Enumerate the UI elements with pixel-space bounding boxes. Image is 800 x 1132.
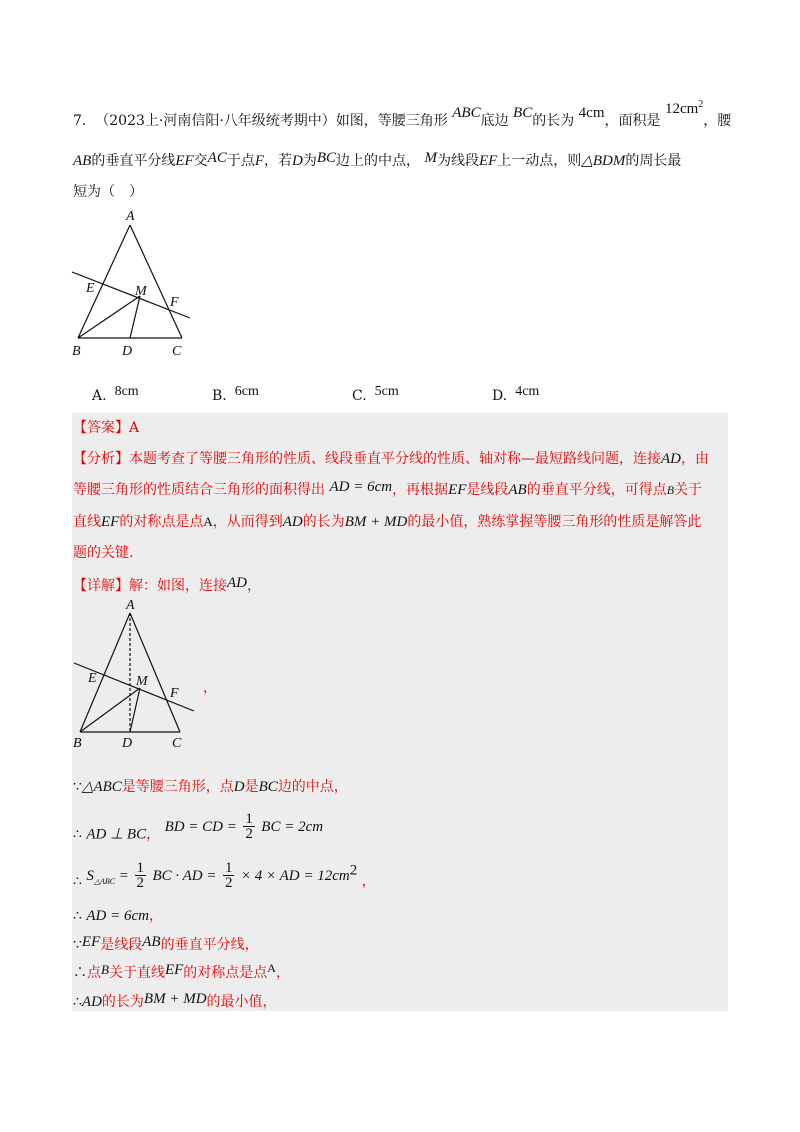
fraction-denominator: 2: [245, 826, 253, 842]
detail-text: 是: [244, 779, 259, 795]
option-b[interactable]: [212, 384, 259, 405]
q-text: ，腰: [703, 113, 732, 129]
analysis-math: AD: [661, 451, 681, 467]
analysis-text: 的对称点是点: [119, 514, 204, 530]
area-expression: [86, 868, 115, 884]
detail-text: 的长为: [101, 994, 144, 1010]
q-text: 交: [193, 153, 208, 169]
question-line-2: [73, 151, 681, 171]
fraction-denominator: 2: [136, 875, 145, 892]
analysis-math: B: [666, 483, 675, 497]
analysis-text: 的长为: [302, 514, 345, 530]
q-text: ，若: [264, 153, 292, 169]
detail-step-6: [73, 963, 290, 983]
detail-math: B: [101, 962, 109, 977]
detail-text: 关于直线: [108, 965, 165, 981]
detail-tag: 【详解】: [73, 578, 129, 594]
option-value: 8cm: [114, 384, 139, 399]
label-a: A: [126, 209, 135, 224]
option-d[interactable]: [492, 384, 540, 405]
q-math: EF: [478, 153, 498, 169]
label-c: C: [172, 736, 182, 751]
detail-math: AD: [81, 994, 102, 1010]
detail-math: D: [233, 779, 245, 795]
therefore-symbol: ∴: [73, 965, 87, 981]
detail-sup: 2: [349, 862, 358, 878]
detail-math: BM + MD: [143, 991, 207, 1007]
detail-intro-line: [73, 576, 261, 596]
q-math: BC: [316, 150, 337, 166]
analysis-text: 是线段: [466, 482, 509, 498]
option-letter: C.: [352, 388, 367, 404]
analysis-math: EF: [448, 482, 467, 498]
detail-step-5: [73, 935, 259, 955]
label-d: D: [122, 344, 133, 359]
detail-text: ，: [361, 873, 376, 890]
analysis-line-2: [73, 480, 702, 500]
q-math: △BDM: [581, 153, 626, 169]
detail-math: △ABC: [81, 779, 122, 795]
solution-figure: [60, 595, 210, 755]
analysis-text: 本题考查了等腰三角形的性质、线段垂直平分线的性质、轴对称—最短路线问题，连接: [129, 451, 661, 467]
option-a[interactable]: [92, 384, 139, 405]
detail-math: BC = 2cm: [261, 818, 324, 835]
analysis-math: AD: [282, 514, 303, 530]
detail-math: AB: [142, 934, 161, 950]
detail-text: ，: [275, 965, 290, 981]
detail-step-7: [73, 992, 277, 1012]
detail-text: ，: [146, 826, 161, 843]
detail-math: =: [119, 867, 129, 884]
detail-math: EF: [164, 962, 184, 978]
detail-math: EF: [81, 934, 101, 950]
label-m: M: [136, 674, 148, 689]
analysis-line-1: [73, 449, 709, 469]
q-math: AC: [207, 150, 227, 166]
fraction-numerator: 1: [245, 811, 253, 827]
fraction-numerator: 1: [224, 860, 233, 877]
analysis-text: ，再根据: [392, 482, 449, 498]
fraction-denominator: 2: [224, 875, 233, 892]
area-symbol: S: [86, 867, 94, 884]
detail-math: BC: [258, 779, 278, 795]
label-e: E: [88, 671, 97, 686]
option-letter: D.: [492, 388, 508, 404]
analysis-math: BM + MD: [344, 514, 408, 530]
fraction-half: [223, 861, 235, 890]
q-area-sup: 2: [698, 99, 704, 110]
answer-value: A: [129, 420, 140, 436]
detail-text: 的垂直平分线，: [160, 937, 259, 953]
q-text: 边上的中点，: [336, 153, 421, 169]
because-symbol: ∵: [73, 937, 82, 953]
detail-text: 的对称点是点: [183, 965, 268, 981]
q-text: 的周长最: [625, 153, 682, 169]
figure-trailing-comma: ，: [203, 680, 217, 696]
detail-step-2: [73, 811, 324, 849]
analysis-text: ，由: [681, 451, 709, 467]
q-math: 4cm: [578, 105, 605, 121]
analysis-tag: 【分析】: [73, 451, 129, 467]
fraction-half: [135, 861, 147, 890]
detail-math: BD = CD =: [164, 818, 237, 835]
detail-text: ，: [247, 578, 261, 594]
analysis-line-4: 题的关键.: [73, 545, 134, 561]
analysis-text: 直线: [73, 514, 101, 530]
q-text: ，面积是: [604, 113, 661, 129]
question-figure: [60, 205, 210, 365]
detail-text: 是等腰三角形，点: [121, 779, 234, 795]
q-math: BC: [513, 105, 533, 121]
question-line-1: [73, 99, 732, 131]
q-math: F: [254, 153, 264, 169]
therefore-symbol: ∴: [73, 994, 82, 1010]
detail-eq-area: [119, 860, 362, 892]
q-text: 于点: [226, 153, 255, 169]
analysis-text: 关于: [674, 482, 703, 498]
because-symbol: ∵: [73, 779, 82, 795]
fraction-half: [243, 812, 255, 841]
q-area: [665, 101, 703, 117]
label-a: A: [126, 598, 135, 613]
q-text: 的垂直平分线: [91, 153, 176, 169]
fraction-numerator: 1: [136, 860, 145, 877]
option-letter: A.: [92, 388, 107, 404]
detail-math: AD: [227, 575, 247, 591]
detail-text: 边的中点，: [277, 779, 348, 795]
question-line-3: 短为（ ）: [73, 184, 143, 200]
detail-text: 是线段: [100, 937, 143, 953]
label-f: F: [170, 686, 179, 701]
option-value: 5cm: [374, 384, 399, 399]
detail-math: A: [267, 961, 276, 975]
label-d: D: [122, 736, 133, 751]
q-math: ABC: [452, 105, 481, 121]
option-c[interactable]: [352, 384, 399, 405]
q-text: 上一动点，则: [497, 153, 582, 169]
q-area-value: 12cm: [664, 101, 699, 117]
detail-text: 的最小值，: [206, 994, 277, 1010]
q-text: 如图，等腰三角形: [335, 113, 448, 129]
detail-step-4: [73, 906, 163, 926]
therefore-symbol: ∴: [73, 826, 82, 843]
side-ac: [130, 225, 182, 338]
label-f: F: [170, 295, 179, 310]
q-math: M: [424, 150, 437, 166]
label-e: E: [86, 281, 95, 296]
analysis-math: AB: [508, 482, 527, 498]
q-math: AB: [73, 153, 92, 169]
detail-math: × 4 × AD = 12cm: [240, 867, 350, 884]
label-b: B: [73, 736, 82, 751]
label-c: C: [172, 344, 182, 359]
detail-eq-bd: [164, 811, 324, 842]
therefore-symbol: ∴: [73, 873, 82, 890]
analysis-line-3: [73, 512, 701, 532]
q-text: 为: [302, 153, 317, 169]
q-text: 的长为: [532, 113, 575, 129]
question-source: （2023上·河南信阳·八年级统考期中）: [95, 113, 336, 129]
area-subscript: △ABC: [93, 876, 116, 886]
label-m: M: [135, 284, 147, 299]
analysis-text: 等腰三角形的性质结合三角形的面积得出: [73, 482, 325, 498]
detail-text: 点: [87, 965, 101, 981]
detail-text: 解：如图，连接: [129, 578, 227, 594]
detail-text: ，: [148, 908, 163, 924]
option-letter: B.: [212, 388, 227, 404]
answer-line: [73, 418, 139, 438]
label-b: B: [72, 344, 81, 359]
detail-math: AD = 6cm: [86, 908, 149, 924]
q-text: 为线段: [436, 153, 479, 169]
analysis-math: AD = 6cm: [329, 479, 393, 495]
answer-tag: 【答案】: [73, 420, 129, 436]
option-value: 6cm: [234, 384, 259, 399]
option-value: 4cm: [515, 384, 540, 399]
detail-math: AD ⊥ BC: [86, 826, 147, 843]
detail-step-1: [73, 777, 348, 797]
analysis-text: 的最小值，熟练掌握等腰三角形的性质是解答此: [407, 514, 702, 530]
q-text: 底边: [480, 113, 509, 129]
detail-math: BC · AD =: [152, 867, 217, 884]
therefore-symbol: ∴: [73, 908, 82, 924]
detail-step-3: [73, 860, 376, 898]
q-math: EF: [175, 153, 194, 169]
analysis-math: EF: [101, 514, 120, 530]
analysis-text: 的垂直平分线，可得点: [526, 482, 667, 498]
analysis-text: ，从而得到: [212, 514, 283, 530]
question-number: 7.: [73, 113, 87, 129]
analysis-math: A: [203, 514, 213, 529]
q-math: D: [292, 153, 303, 169]
side-ac: [130, 613, 180, 732]
